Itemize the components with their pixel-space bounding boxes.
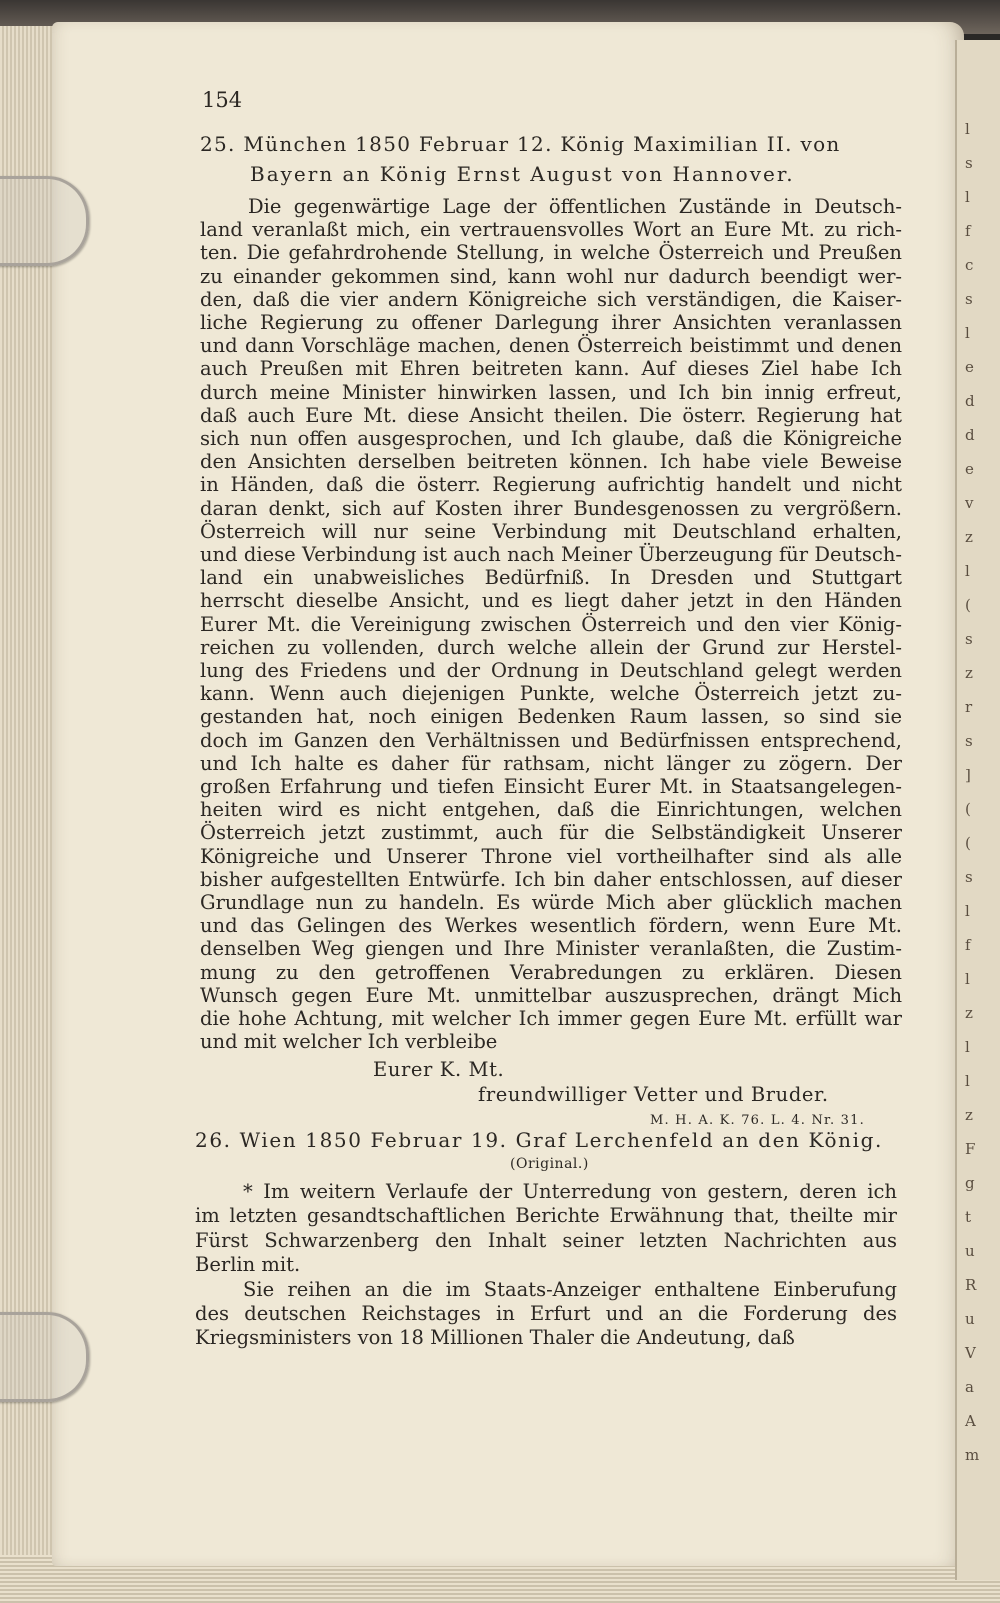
text-line: des deutschen Reichstages in Erfurt und an die Forderung des: [195, 1302, 897, 1325]
paper-clip-top: [0, 176, 89, 266]
text-line: zu einander gekommen sind, kann wohl nur dadurch beendigt wer-: [200, 264, 902, 288]
text-line: Grundlage nun zu handeln. Es würde Mich aber glücklich machen: [200, 891, 902, 914]
text-line: denselben Weg giengen und Ihre Minister veranlaßten, die Zustim-: [200, 937, 902, 961]
adjacent-page-fragment: s: [965, 630, 973, 648]
adjacent-page-fragment: s: [965, 732, 973, 750]
adjacent-page-fragment: t: [965, 1208, 972, 1226]
adjacent-page-fragment: e: [965, 358, 974, 376]
adjacent-page-fragment: c: [965, 256, 974, 274]
text-line: daran denkt, sich auf Kosten ihrer Bundesgenossen zu vergrößern.: [200, 496, 902, 520]
text-line: Österreich will nur seine Verbindung mit Deutschland erhalten,: [200, 519, 902, 543]
adjacent-page-fragment: r: [965, 698, 973, 716]
text-line: den, daß die vier andern Königreiche sich verständigen, die Kaiser-: [200, 287, 902, 311]
text-line: und diese Verbindung ist auch nach Meiner Überzeugung für Deutsch-: [200, 543, 902, 566]
adjacent-page-fragment: u: [965, 1242, 975, 1260]
text-line: daß auch Eure Mt. diese Ansicht theilen. Die österr. Regierung hat: [200, 403, 902, 427]
text-line: ten. Die gefahrdrohende Stellung, in welche Österreich und Preußen: [200, 241, 902, 265]
text-line: Sie reihen an die im Staats-Anzeiger enthaltene Einberufung: [243, 1277, 897, 1301]
text-line: liche Regierung zu offener Darlegung ihrer Ansichten veranlassen: [200, 311, 902, 334]
text-line: in Händen, daß die österr. Regierung aufrichtig handelt und nicht: [200, 473, 902, 497]
text-line: doch im Ganzen den Verhältnissen und Bedürfnissen entsprechend,: [200, 728, 902, 752]
adjacent-page-fragment: l: [965, 1038, 970, 1056]
doc25-header-line2: Bayern an König Ernst August von Hannover.: [250, 162, 795, 186]
text-line: großen Erfahrung und tiefen Einsicht Eurer Mt. in Staatsangelegen-: [200, 775, 902, 798]
adjacent-page-fragment: g: [965, 1174, 975, 1192]
text-line: durch meine Minister hinwirken lassen, und Ich bin innig erfreut,: [200, 380, 902, 404]
adjacent-page-fragment: v: [965, 494, 974, 512]
closing-signature: freundwilliger Vetter und Bruder.: [478, 1083, 829, 1106]
text-line: und Ich halte es daher für rathsam, nicht länger zu zögern. Der: [200, 751, 902, 775]
adjacent-page-fragment: R: [965, 1276, 977, 1294]
adjacent-page-fragment: f: [965, 936, 971, 954]
adjacent-page-fragment: z: [965, 1106, 973, 1124]
text-line: im letzten gesandtschaftlichen Berichte Erwähnung that, theilte mir: [195, 1204, 897, 1228]
adjacent-page-fragment: e: [965, 460, 974, 478]
text-line: auch Preußen mit Ehren beitreten kann. Auf dieses Ziel habe Ich: [200, 357, 902, 381]
text-line: land veranlaßt mich, ein vertrauensvolles Wort an Eure Mt. zu rich-: [200, 218, 902, 242]
text-line: sich nun offen ausgesprochen, und Ich glaube, daß die Königreiche: [200, 427, 902, 450]
adjacent-page-fragment: (: [965, 596, 971, 614]
doc26-header: 26. Wien 1850 Februar 19. Graf Lerchenfeld an den König.: [195, 1128, 883, 1152]
text-line: lung des Friedens und der Ordnung in Deutschland gelegt werden: [200, 659, 902, 682]
text-line: Kriegsministers von 18 Millionen Thaler die Andeutung, daß: [195, 1326, 795, 1350]
adjacent-page-fragment: (: [965, 800, 971, 818]
text-line: bisher aufgestellten Entwürfe. Ich bin daher entschlossen, auf dieser: [200, 867, 902, 891]
text-line: land ein unabweisliches Bedürfniß. In Dresden und Stuttgart: [200, 566, 902, 590]
text-line: Eurer Mt. die Vereinigung zwischen Österreich und den vier König-: [200, 612, 902, 636]
adjacent-page-fragment: F: [965, 1140, 976, 1158]
adjacent-page-fragment: s: [965, 868, 973, 886]
adjacent-page-fragment: l: [965, 1072, 970, 1090]
paper-clip-bottom: [0, 1312, 89, 1402]
adjacent-page-fragment: l: [965, 188, 970, 206]
adjacent-page-fragment: z: [965, 528, 973, 546]
adjacent-page-fragment: m: [965, 1446, 980, 1464]
adjacent-page-fragment: l: [965, 324, 970, 342]
text-line: gestanden hat, noch einigen Bedenken Raum lassen, so sind sie: [200, 705, 902, 729]
text-line: Österreich jetzt zustimmt, auch für die Selbständigkeit Unserer: [200, 821, 902, 845]
adjacent-page-fragment: l: [965, 902, 970, 920]
text-line: und das Gelingen des Werkes wesentlich fördern, wenn Eure Mt.: [200, 914, 902, 938]
adjacent-page-fragment: l: [965, 970, 970, 988]
adjacent-page-fragment: l: [965, 120, 970, 138]
adjacent-page-fragment: d: [965, 426, 975, 444]
text-line: die hohe Achtung, mit welcher Ich immer gegen Eure Mt. erfüllt war: [200, 1007, 902, 1030]
adjacent-page-fragment: V: [965, 1344, 976, 1362]
text-line: herrscht dieselbe Ansicht, und es liegt daher jetzt in den Händen: [200, 589, 902, 613]
text-line: mung zu den getroffenen Verabredungen zu erklären. Diesen: [200, 960, 902, 984]
adjacent-page-fragment: (: [965, 834, 971, 852]
text-line: Wunsch gegen Eure Mt. unmittelbar auszusprechen, drängt Mich: [200, 983, 902, 1007]
doc26-note: (Original.): [510, 1156, 589, 1172]
text-line: reichen zu vollenden, durch welche allein der Grund zur Herstel-: [200, 635, 902, 659]
adjacent-page-fragment: A: [965, 1412, 976, 1430]
text-line: heiten wird es nicht entgehen, daß die Einrichtungen, welchen: [200, 798, 902, 822]
text-line: den Ansichten derselben beitreten können. Ich habe viele Beweise: [200, 450, 902, 474]
adjacent-page-fragment: s: [965, 290, 973, 308]
closing-salutation: Eurer K. Mt.: [373, 1058, 505, 1081]
text-line: Berlin mit.: [195, 1253, 301, 1277]
adjacent-page-edge: [955, 40, 1000, 1580]
adjacent-page-fragment: u: [965, 1310, 975, 1328]
doc25-header-line1: 25. München 1850 Februar 12. König Maximilian II. von: [200, 132, 841, 156]
adjacent-page-fragment: d: [965, 392, 975, 410]
adjacent-page-fragment: ]: [965, 766, 971, 784]
page-number: 154: [202, 88, 243, 112]
adjacent-page-fragment: f: [965, 222, 971, 240]
text-line: und dann Vorschläge machen, denen Österreich beistimmt und denen: [200, 334, 902, 358]
text-line: Königreiche und Unserer Throne viel vortheilhafter sind als alle: [200, 844, 902, 868]
text-line: kann. Wenn auch diejenigen Punkte, welche Österreich jetzt zu-: [200, 682, 902, 706]
adjacent-page-fragment: l: [965, 562, 970, 580]
text-line: und mit welcher Ich verbleibe: [200, 1030, 498, 1054]
text-line: * Im weitern Verlaufe der Unterredung von gestern, deren ich: [243, 1180, 897, 1203]
text-line: Fürst Schwarzenberg den Inhalt seiner letzten Nachrichten aus: [195, 1228, 897, 1252]
source-reference: M. H. A. K. 76. L. 4. Nr. 31.: [650, 1113, 865, 1128]
adjacent-page-fragment: z: [965, 664, 973, 682]
adjacent-page-fragment: z: [965, 1004, 973, 1022]
adjacent-page-fragment: s: [965, 154, 973, 172]
text-line: Die gegenwärtige Lage der öffentlichen Zustände in Deutsch-: [248, 195, 902, 218]
adjacent-page-fragment: a: [965, 1378, 974, 1396]
